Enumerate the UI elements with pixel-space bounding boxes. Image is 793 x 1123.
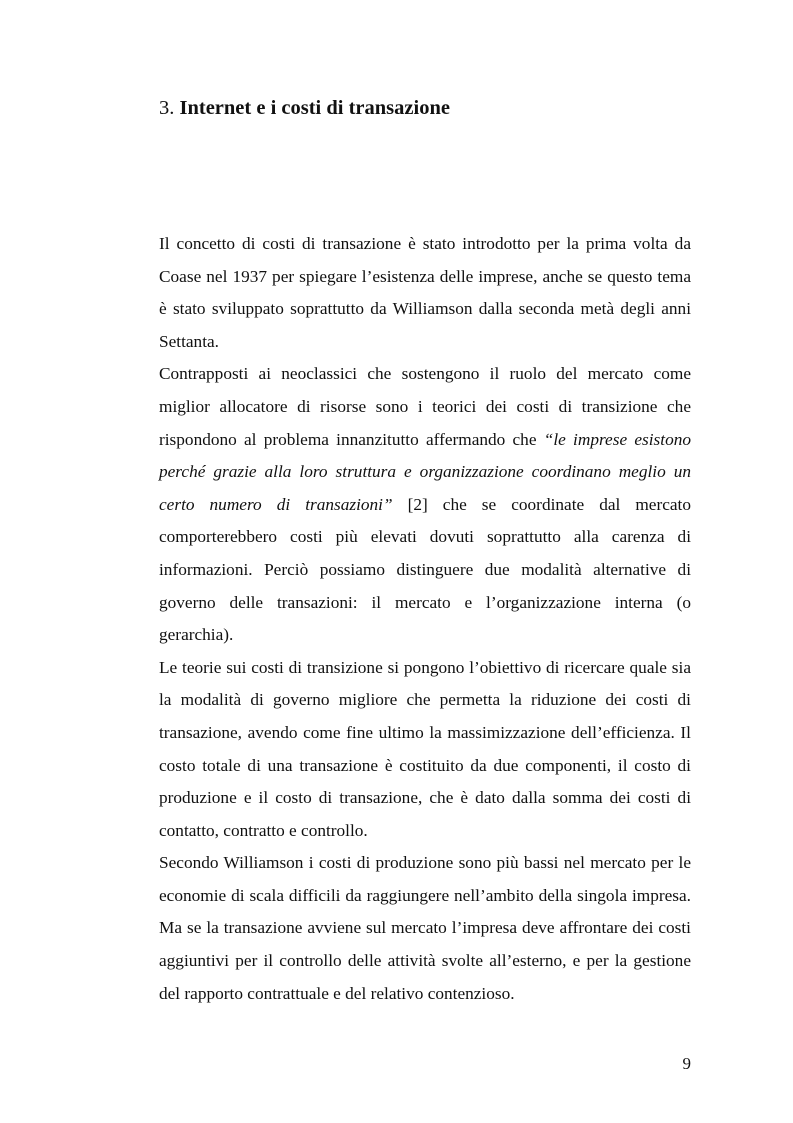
paragraph-2-text-end: [2] che se coordinate dal mercato comporterebbero costi più elevati dovuti soprattutto alla carenza di informazioni. Perciò possiamo distinguere due modalità alternative di governo delle transazioni: il mercato e l’organizzazione interna (o gerarchia). bbox=[159, 494, 691, 645]
body-text bbox=[159, 228, 691, 1010]
section-number: 3. bbox=[159, 97, 175, 119]
paragraph-2-quote: “le imprese esistono perché grazie alla loro struttura e organizzazione coordinano meglio un certo numero di transazioni” bbox=[159, 429, 691, 514]
paragraph-1: Il concetto di costi di transazione è stato introdotto per la prima volta da Coase nel 1937 per spiegare l’esistenza delle imprese, anche se questo tema è stato sviluppato soprattutto da Williamson dalla seconda metà degli anni Settanta. bbox=[159, 234, 691, 351]
section-heading bbox=[159, 94, 450, 122]
section-title: Internet e i costi di transazione bbox=[179, 97, 450, 119]
paragraph-2 bbox=[159, 358, 691, 651]
paragraph-3: Le teorie sui costi di transizione si pongono l’obiettivo di ricercare quale sia la modalità di governo migliore che permetta la riduzione dei costi di transazione, avendo come fine ultimo la massimizzazione dell’efficienza. Il costo totale di una transazione è costituito da due componenti, il costo di produzione e il costo di transazione, che è dato dalla somma dei costi di contatto, contratto e controllo. bbox=[159, 657, 691, 840]
paragraph-2-text-start: Contrapposti ai neoclassici che sostengono il ruolo del mercato come miglior allocatore di risorse sono i teorici dei costi di transizione che rispondono al problema innanzitutto affermando che bbox=[159, 364, 691, 449]
paragraph-4: Secondo Williamson i costi di produzione sono più bassi nel mercato per le economie di scala difficili da raggiungere nell’ambito della singola impresa. Ma se la transazione avviene sul mercato l’impresa deve affrontare dei costi aggiuntivi per il controllo delle attività svolte all’esterno, e per la gestione del rapporto contrattuale e del relativo contenzioso. bbox=[159, 853, 691, 1003]
page-number: 9 bbox=[682, 1054, 691, 1073]
